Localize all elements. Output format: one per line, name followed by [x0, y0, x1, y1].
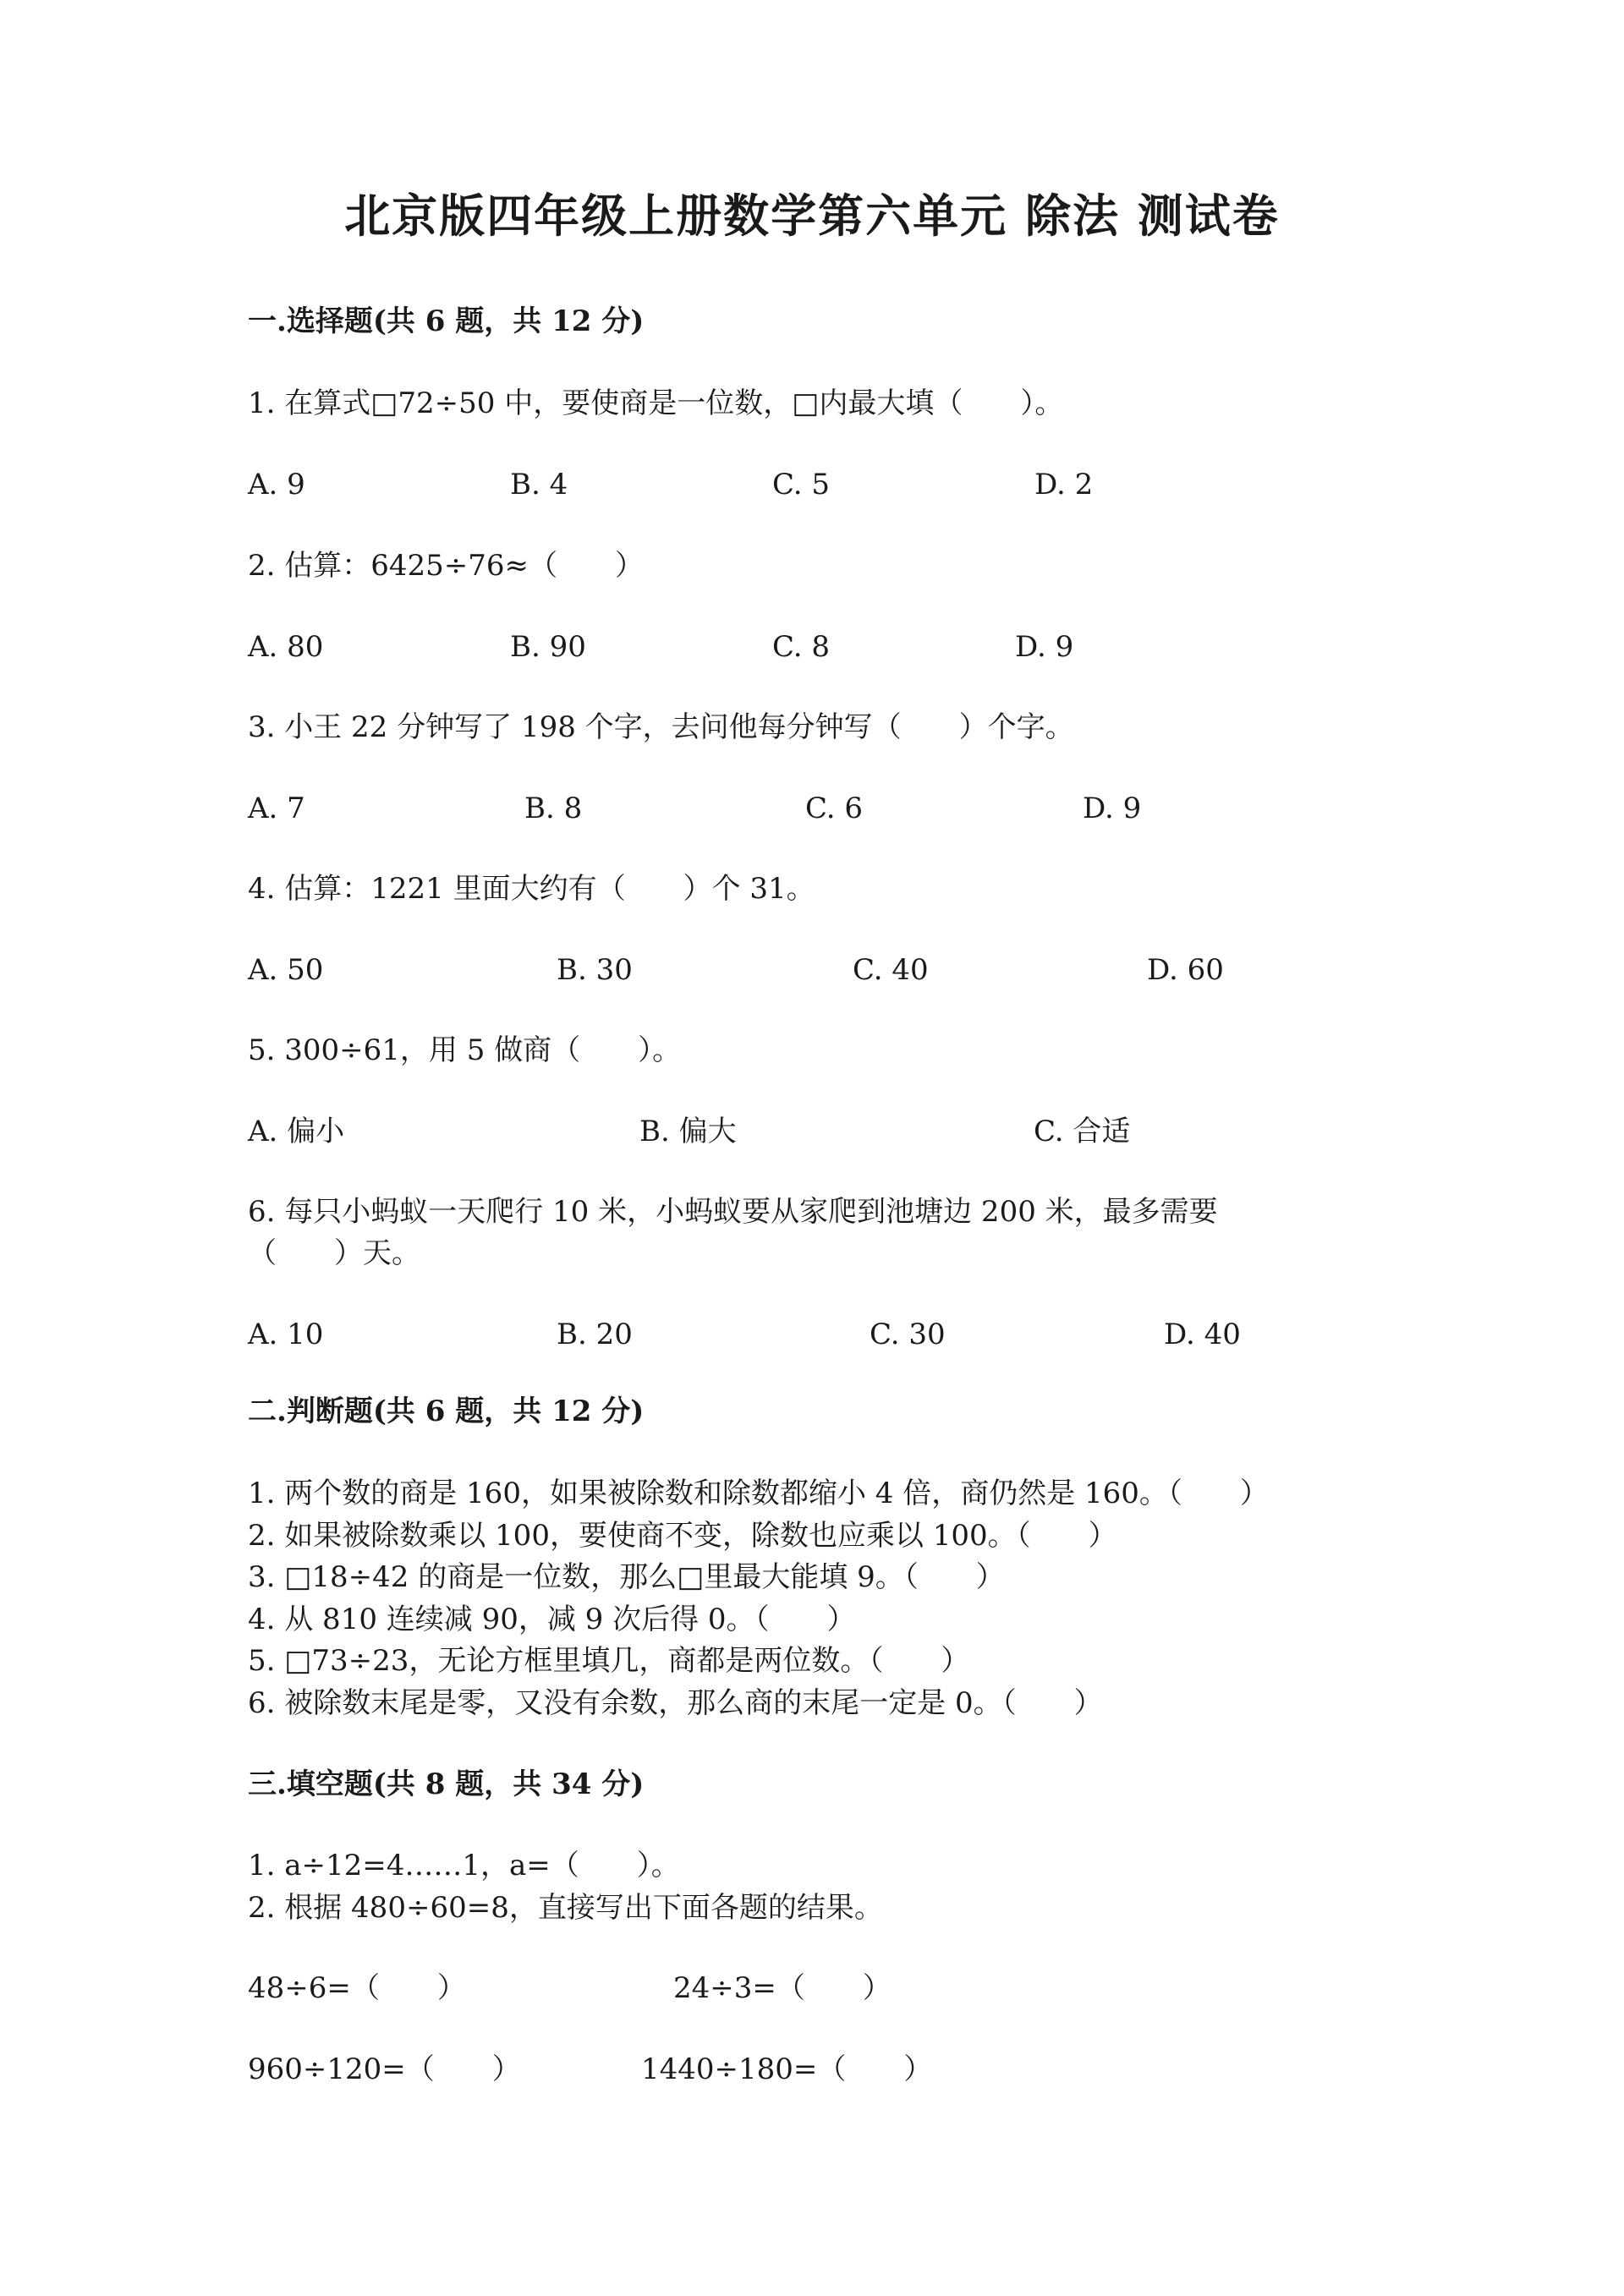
option: D. 9 — [1015, 630, 1074, 664]
option: B. 偏大 — [639, 1115, 737, 1148]
option: C. 40 — [853, 953, 929, 987]
option: C. 6 — [805, 792, 864, 825]
judgement-item: 4. 从 810 连续减 90，减 9 次后得 0。（ ） — [248, 1603, 856, 1636]
section-heading-choice: 一.选择题(共 6 题，共 12 分) — [248, 304, 645, 338]
option: A. 50 — [248, 953, 324, 987]
judgement-item: 6. 被除数末尾是零，又没有余数，那么商的末尾一定是 0。（ ） — [248, 1686, 1103, 1720]
option: B. 30 — [557, 953, 633, 987]
question-stem: 4. 估算：1221 里面大约有（ ）个 31。 — [248, 872, 815, 906]
calc-item: 48÷6=（ ） — [248, 1971, 466, 2005]
calc-item: 1440÷180=（ ） — [641, 2052, 933, 2086]
fill-item: 2. 根据 480÷60=8，直接写出下面各题的结果。 — [248, 1891, 883, 1925]
option: B. 8 — [524, 792, 583, 825]
calc-item: 960÷120=（ ） — [248, 2052, 521, 2086]
section-heading-fill: 三.填空题(共 8 题，共 34 分) — [248, 1767, 645, 1801]
option: D. 40 — [1164, 1318, 1241, 1351]
question-stem: 6. 每只小蚂蚁一天爬行 10 米，小蚂蚁要从家爬到池塘边 200 米，最多需要 — [248, 1195, 1218, 1229]
option: D. 2 — [1034, 468, 1094, 501]
option: B. 20 — [557, 1318, 633, 1351]
option: D. 9 — [1083, 792, 1142, 825]
question-stem: 1. 在算式□72÷50 中，要使商是一位数，□内最大填（ ）。 — [248, 386, 1064, 420]
option: A. 偏小 — [248, 1115, 345, 1148]
option: A. 80 — [248, 630, 324, 664]
judgement-item: 3. □18÷42 的商是一位数，那么□里最大能填 9。（ ） — [248, 1560, 1005, 1594]
option: B. 4 — [510, 468, 568, 501]
page-title: 北京版四年级上册数学第六单元 除法 测试卷 — [344, 189, 1280, 243]
option: C. 5 — [772, 468, 831, 501]
option: B. 90 — [510, 630, 586, 664]
question-stem-continued: （ ）天。 — [248, 1236, 420, 1270]
option: A. 10 — [248, 1318, 324, 1351]
calc-item: 24÷3=（ ） — [673, 1971, 892, 2005]
option: C. 8 — [772, 630, 831, 664]
judgement-item: 5. □73÷23，无论方框里填几，商都是两位数。（ ） — [248, 1644, 970, 1678]
section-heading-judgement: 二.判断题(共 6 题，共 12 分) — [248, 1395, 645, 1428]
question-stem: 3. 小王 22 分钟写了 198 个字，去问他每分钟写（ ）个字。 — [248, 710, 1074, 744]
option: A. 7 — [248, 792, 305, 825]
judgement-item: 2. 如果被除数乘以 100，要使商不变，除数也应乘以 100。（ ） — [248, 1519, 1117, 1553]
question-stem: 5. 300÷61，用 5 做商（ ）。 — [248, 1033, 682, 1067]
option: C. 合适 — [1034, 1115, 1131, 1148]
question-stem: 2. 估算：6425÷76≈（ ） — [248, 549, 645, 583]
judgement-item: 1. 两个数的商是 160，如果被除数和除数都缩小 4 倍，商仍然是 160。（ ） — [248, 1477, 1269, 1510]
option: D. 60 — [1147, 953, 1224, 987]
option: C. 30 — [870, 1318, 946, 1351]
option: A. 9 — [248, 468, 305, 501]
fill-item: 1. a÷12=4……1，a=（ ）。 — [248, 1849, 680, 1882]
